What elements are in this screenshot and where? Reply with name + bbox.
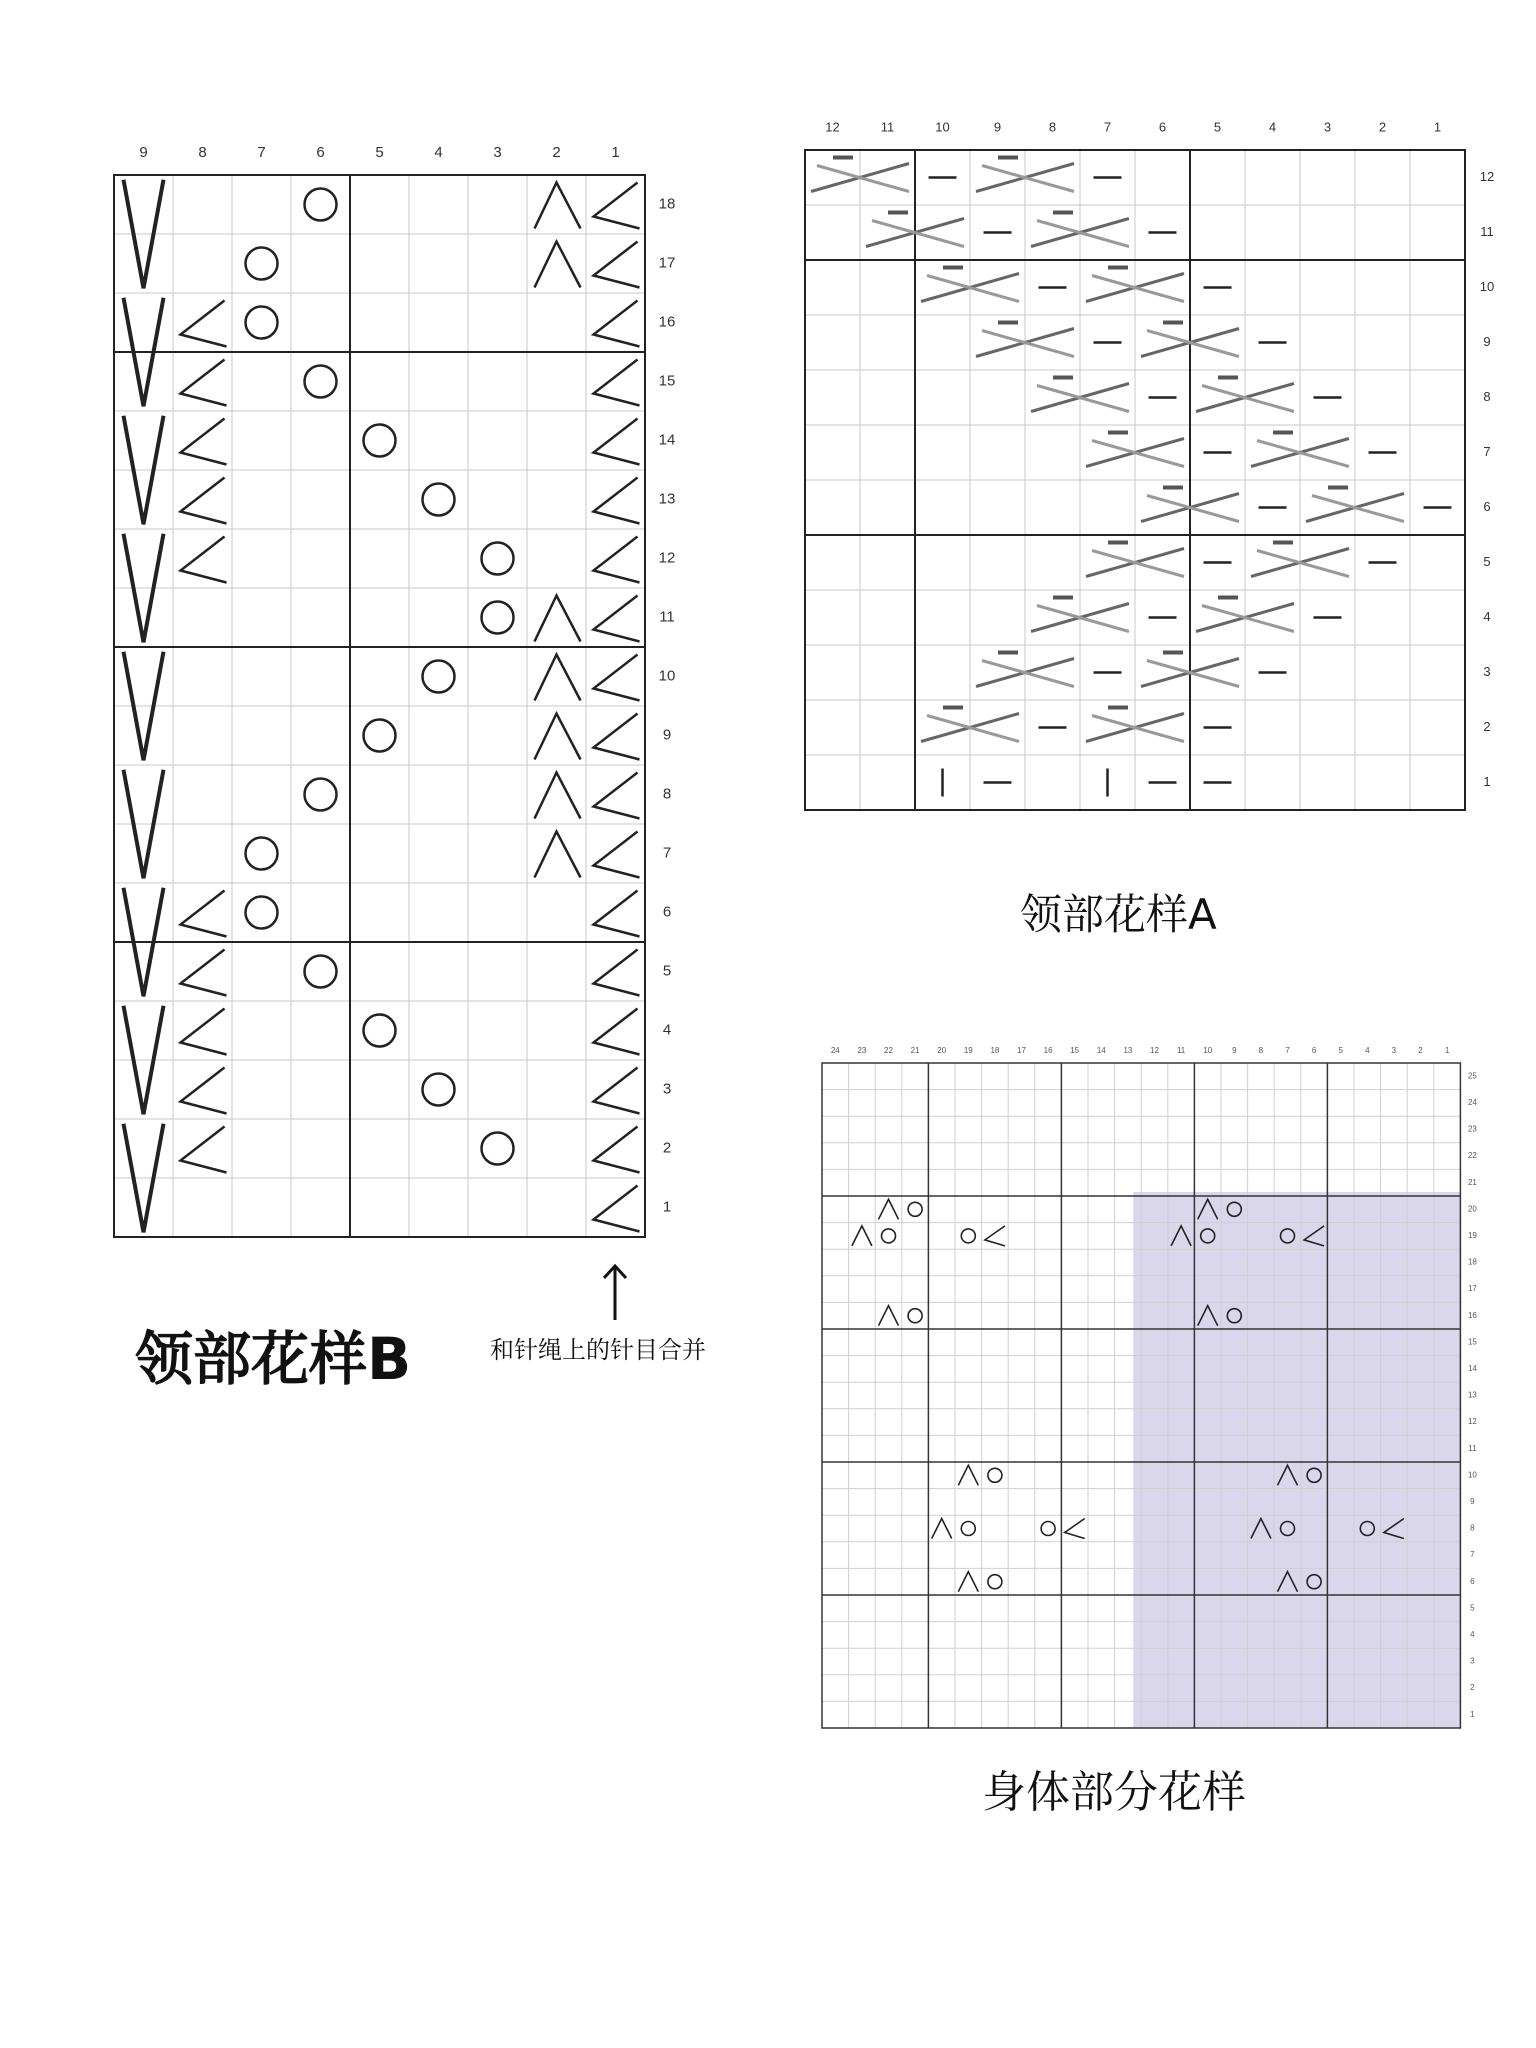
column-label: 7 bbox=[257, 143, 266, 161]
column-label: 4 bbox=[1365, 1046, 1370, 1056]
column-label: 8 bbox=[198, 143, 207, 161]
row-label: 12 bbox=[658, 549, 676, 567]
column-label: 5 bbox=[1213, 119, 1222, 135]
row-label: 11 bbox=[659, 608, 675, 626]
right-decrease-mark bbox=[879, 1199, 899, 1219]
row-label: 4 bbox=[662, 1021, 672, 1039]
row-label: 13 bbox=[658, 490, 676, 508]
row-label: 24 bbox=[1467, 1098, 1477, 1108]
column-label: 9 bbox=[993, 119, 1002, 135]
row-label: 25 bbox=[1467, 1071, 1477, 1081]
column-label: 19 bbox=[963, 1046, 973, 1056]
row-label: 18 bbox=[658, 195, 676, 213]
neck-pattern-a-title: 领部花样A bbox=[1020, 890, 1217, 939]
row-label: 20 bbox=[1467, 1204, 1477, 1214]
row-label: 3 bbox=[662, 1080, 672, 1098]
row-label: 2 bbox=[662, 1139, 672, 1157]
column-label: 12 bbox=[1150, 1046, 1159, 1056]
column-label: 2 bbox=[1378, 119, 1387, 135]
row-label: 8 bbox=[662, 785, 672, 803]
column-label: 4 bbox=[434, 143, 443, 161]
right-decrease-mark bbox=[958, 1572, 978, 1592]
column-label: 5 bbox=[375, 143, 384, 161]
row-label: 4 bbox=[1483, 608, 1491, 624]
column-label: 9 bbox=[139, 143, 148, 161]
column-label: 11 bbox=[1176, 1046, 1186, 1056]
row-label: 10 bbox=[658, 667, 676, 685]
highlight-region bbox=[1133, 1192, 1460, 1728]
column-label: 6 bbox=[1311, 1046, 1317, 1056]
row-label: 23 bbox=[1467, 1124, 1477, 1134]
column-label: 6 bbox=[1158, 119, 1167, 135]
column-label: 11 bbox=[880, 119, 895, 135]
column-label: 21 bbox=[910, 1046, 920, 1056]
row-label: 14 bbox=[658, 431, 676, 449]
column-label: 3 bbox=[493, 143, 502, 161]
left-decrease-mark bbox=[985, 1226, 1005, 1246]
yarn-over-mark bbox=[908, 1202, 922, 1216]
row-label: 18 bbox=[1467, 1257, 1477, 1267]
row-label: 17 bbox=[658, 254, 676, 272]
column-label: 8 bbox=[1048, 119, 1057, 135]
column-label: 23 bbox=[857, 1046, 867, 1056]
column-label: 15 bbox=[1070, 1046, 1080, 1056]
row-label: 3 bbox=[1470, 1656, 1475, 1666]
row-label: 19 bbox=[1467, 1231, 1477, 1241]
row-label: 15 bbox=[658, 372, 676, 390]
row-label: 7 bbox=[1483, 443, 1491, 459]
row-label: 3 bbox=[1483, 663, 1491, 679]
row-label: 6 bbox=[1470, 1576, 1475, 1586]
column-label: 3 bbox=[1323, 119, 1332, 135]
right-decrease-mark bbox=[852, 1226, 872, 1246]
row-label: 16 bbox=[658, 313, 676, 331]
row-label: 14 bbox=[1467, 1364, 1477, 1374]
row-label: 11 bbox=[1468, 1443, 1477, 1453]
column-label: 14 bbox=[1096, 1046, 1106, 1056]
row-label: 11 bbox=[1480, 223, 1494, 239]
row-label: 4 bbox=[1470, 1630, 1475, 1640]
column-label: 5 bbox=[1338, 1046, 1343, 1056]
row-label: 9 bbox=[1483, 333, 1491, 349]
column-label: 8 bbox=[1258, 1046, 1264, 1056]
column-label: 1 bbox=[611, 143, 620, 161]
column-label: 10 bbox=[1203, 1046, 1213, 1056]
row-label: 6 bbox=[1483, 498, 1491, 514]
row-label: 22 bbox=[1467, 1151, 1477, 1161]
row-label: 8 bbox=[1470, 1523, 1475, 1533]
column-label: 18 bbox=[990, 1046, 1000, 1056]
row-label: 2 bbox=[1483, 718, 1491, 734]
row-label: 16 bbox=[1467, 1310, 1477, 1320]
up-arrow-icon bbox=[600, 1262, 630, 1322]
column-label: 20 bbox=[937, 1046, 947, 1056]
yarn-over-mark bbox=[961, 1229, 975, 1243]
row-label: 6 bbox=[662, 903, 672, 921]
row-label: 8 bbox=[1483, 388, 1491, 404]
merge-note: 和针绳上的针目合并 bbox=[490, 1336, 706, 1364]
column-label: 16 bbox=[1043, 1046, 1053, 1056]
row-label: 13 bbox=[1467, 1390, 1477, 1400]
yarn-over-mark bbox=[908, 1309, 922, 1323]
neck-pattern-b-title: 领部花样B bbox=[135, 1325, 412, 1393]
row-label: 1 bbox=[1470, 1709, 1475, 1719]
row-label: 12 bbox=[1479, 168, 1495, 184]
column-label: 24 bbox=[830, 1046, 840, 1056]
column-label: 6 bbox=[316, 143, 325, 161]
column-label: 17 bbox=[1017, 1046, 1026, 1056]
column-label: 12 bbox=[825, 119, 840, 135]
column-label: 9 bbox=[1232, 1046, 1237, 1056]
column-label: 4 bbox=[1268, 119, 1277, 135]
row-label: 15 bbox=[1467, 1337, 1477, 1347]
column-label: 22 bbox=[884, 1046, 893, 1056]
column-label: 7 bbox=[1103, 119, 1112, 135]
column-label: 13 bbox=[1123, 1046, 1133, 1056]
row-label: 7 bbox=[1470, 1550, 1475, 1560]
yarn-over-mark bbox=[988, 1468, 1002, 1482]
right-decrease-mark bbox=[932, 1519, 952, 1539]
row-label: 9 bbox=[662, 726, 672, 744]
row-label: 17 bbox=[1467, 1284, 1477, 1294]
row-label: 10 bbox=[1479, 278, 1495, 294]
row-label: 5 bbox=[1470, 1603, 1475, 1613]
row-label: 12 bbox=[1467, 1417, 1477, 1427]
right-decrease-mark bbox=[879, 1306, 899, 1326]
row-label: 5 bbox=[662, 962, 672, 980]
column-label: 1 bbox=[1444, 1046, 1450, 1056]
yarn-over-mark bbox=[882, 1229, 896, 1243]
row-label: 1 bbox=[1483, 773, 1491, 789]
row-label: 21 bbox=[1467, 1177, 1477, 1187]
column-label: 3 bbox=[1391, 1046, 1397, 1056]
column-label: 7 bbox=[1285, 1046, 1290, 1056]
yarn-over-mark bbox=[988, 1575, 1002, 1589]
body-pattern-title: 身体部分花样 bbox=[982, 1767, 1246, 1818]
column-label: 2 bbox=[1418, 1046, 1423, 1056]
column-label: 1 bbox=[1433, 119, 1442, 135]
row-label: 7 bbox=[662, 844, 672, 862]
left-decrease-mark bbox=[1065, 1519, 1085, 1539]
row-label: 5 bbox=[1483, 553, 1491, 569]
row-label: 1 bbox=[662, 1198, 672, 1216]
yarn-over-mark bbox=[961, 1522, 975, 1536]
row-label: 10 bbox=[1467, 1470, 1477, 1480]
row-label: 2 bbox=[1470, 1683, 1475, 1693]
yarn-over-mark bbox=[1041, 1522, 1055, 1536]
column-label: 10 bbox=[935, 119, 950, 135]
column-label: 2 bbox=[552, 143, 561, 161]
row-label: 9 bbox=[1470, 1497, 1475, 1507]
right-decrease-mark bbox=[958, 1465, 978, 1485]
